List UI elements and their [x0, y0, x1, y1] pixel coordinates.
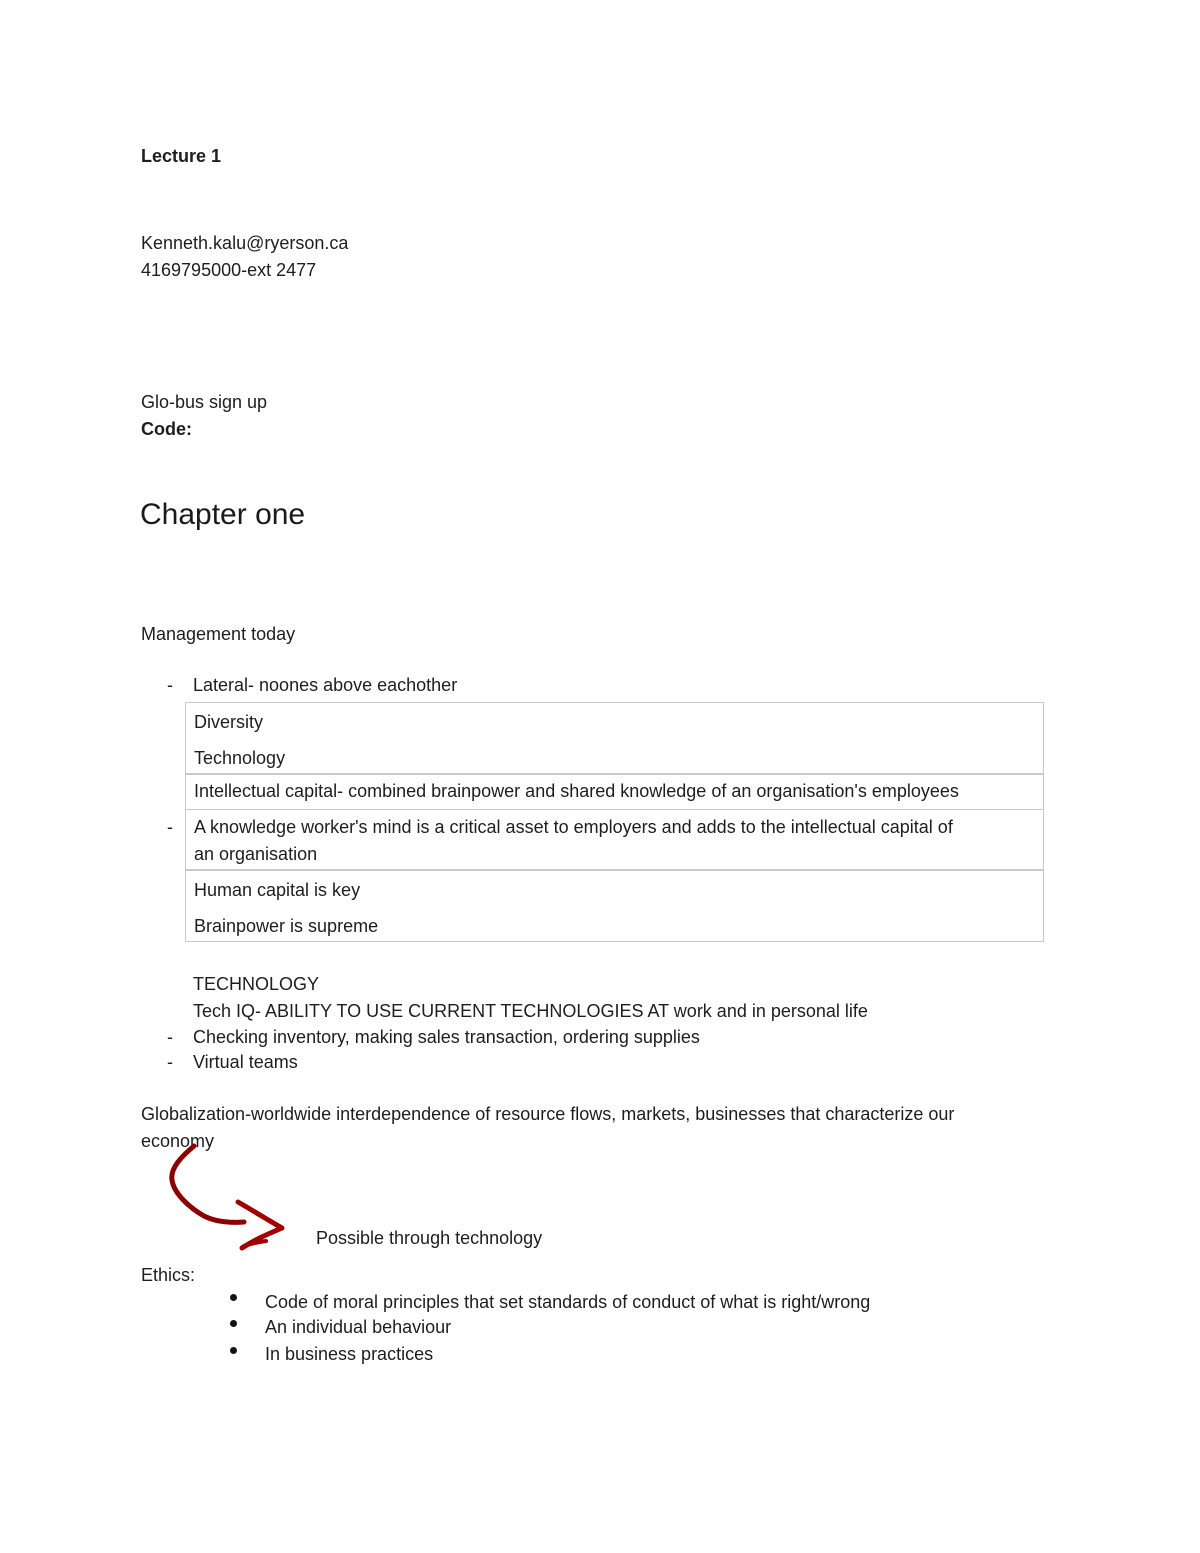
lecture-title: Lecture 1 [141, 146, 222, 166]
bullet-dot-icon [230, 1347, 237, 1354]
code-label: Code: [141, 419, 192, 439]
bullet-dot-icon [230, 1320, 237, 1327]
box-item-brainpower: Brainpower is supreme [194, 916, 379, 936]
email-text: Kenneth.kalu@ryerson.ca [141, 233, 349, 253]
table-box-human-capital [185, 870, 1044, 942]
tech-item-virtual-teams: Virtual teams [193, 1052, 298, 1072]
knowledge-worker-line1: A knowledge worker's mind is a critical asset to employers and adds to the intellectual capital of [194, 817, 953, 837]
lateral-item: Lateral- noones above eachother [193, 675, 458, 695]
signup-label: Glo-bus sign up [141, 392, 268, 412]
ethics-heading: Ethics: [141, 1265, 196, 1285]
box-item-diversity: Diversity [194, 712, 264, 732]
arrow-note: Possible through technology [316, 1228, 543, 1248]
curved-arrow-icon [160, 1142, 300, 1257]
box-item-human-capital: Human capital is key [194, 880, 361, 900]
tech-item-inventory: Checking inventory, making sales transaction, ordering supplies [193, 1027, 700, 1047]
box-item-technology: Technology [194, 748, 286, 768]
table-box-knowledge-worker [185, 810, 1044, 870]
tech-iq-text: Tech IQ- ABILITY TO USE CURRENT TECHNOLOGIES AT work and in personal life [193, 1001, 868, 1021]
technology-heading: TECHNOLOGY [193, 974, 320, 994]
knowledge-worker-line2: an organisation [194, 844, 318, 864]
bullet-dot-icon [230, 1294, 237, 1301]
table-box-intellectual-capital [185, 774, 1044, 810]
phone-text: 4169795000-ext 2477 [141, 260, 317, 280]
ethics-item-code: Code of moral principles that set standards of conduct of what is right/wrong [265, 1292, 871, 1312]
management-heading: Management today [141, 624, 296, 644]
ethics-item-individual: An individual behaviour [265, 1317, 452, 1337]
dash-bullet: - [167, 1052, 173, 1072]
table-box-diversity [185, 702, 1044, 774]
globalization-line2: economy [141, 1131, 215, 1151]
dash-bullet: - [167, 817, 173, 837]
table-divider [186, 774, 1043, 775]
box-item-intellectual-capital: Intellectual capital- combined brainpower and shared knowledge of an organisation's employees [194, 781, 959, 801]
ethics-item-business: In business practices [265, 1344, 434, 1364]
dash-bullet: - [167, 1027, 173, 1047]
dash-bullet: - [167, 675, 173, 695]
chapter-title: Chapter one [140, 498, 306, 531]
globalization-line1: Globalization-worldwide interdependence of resource flows, markets, businesses that characterize our [141, 1104, 955, 1124]
